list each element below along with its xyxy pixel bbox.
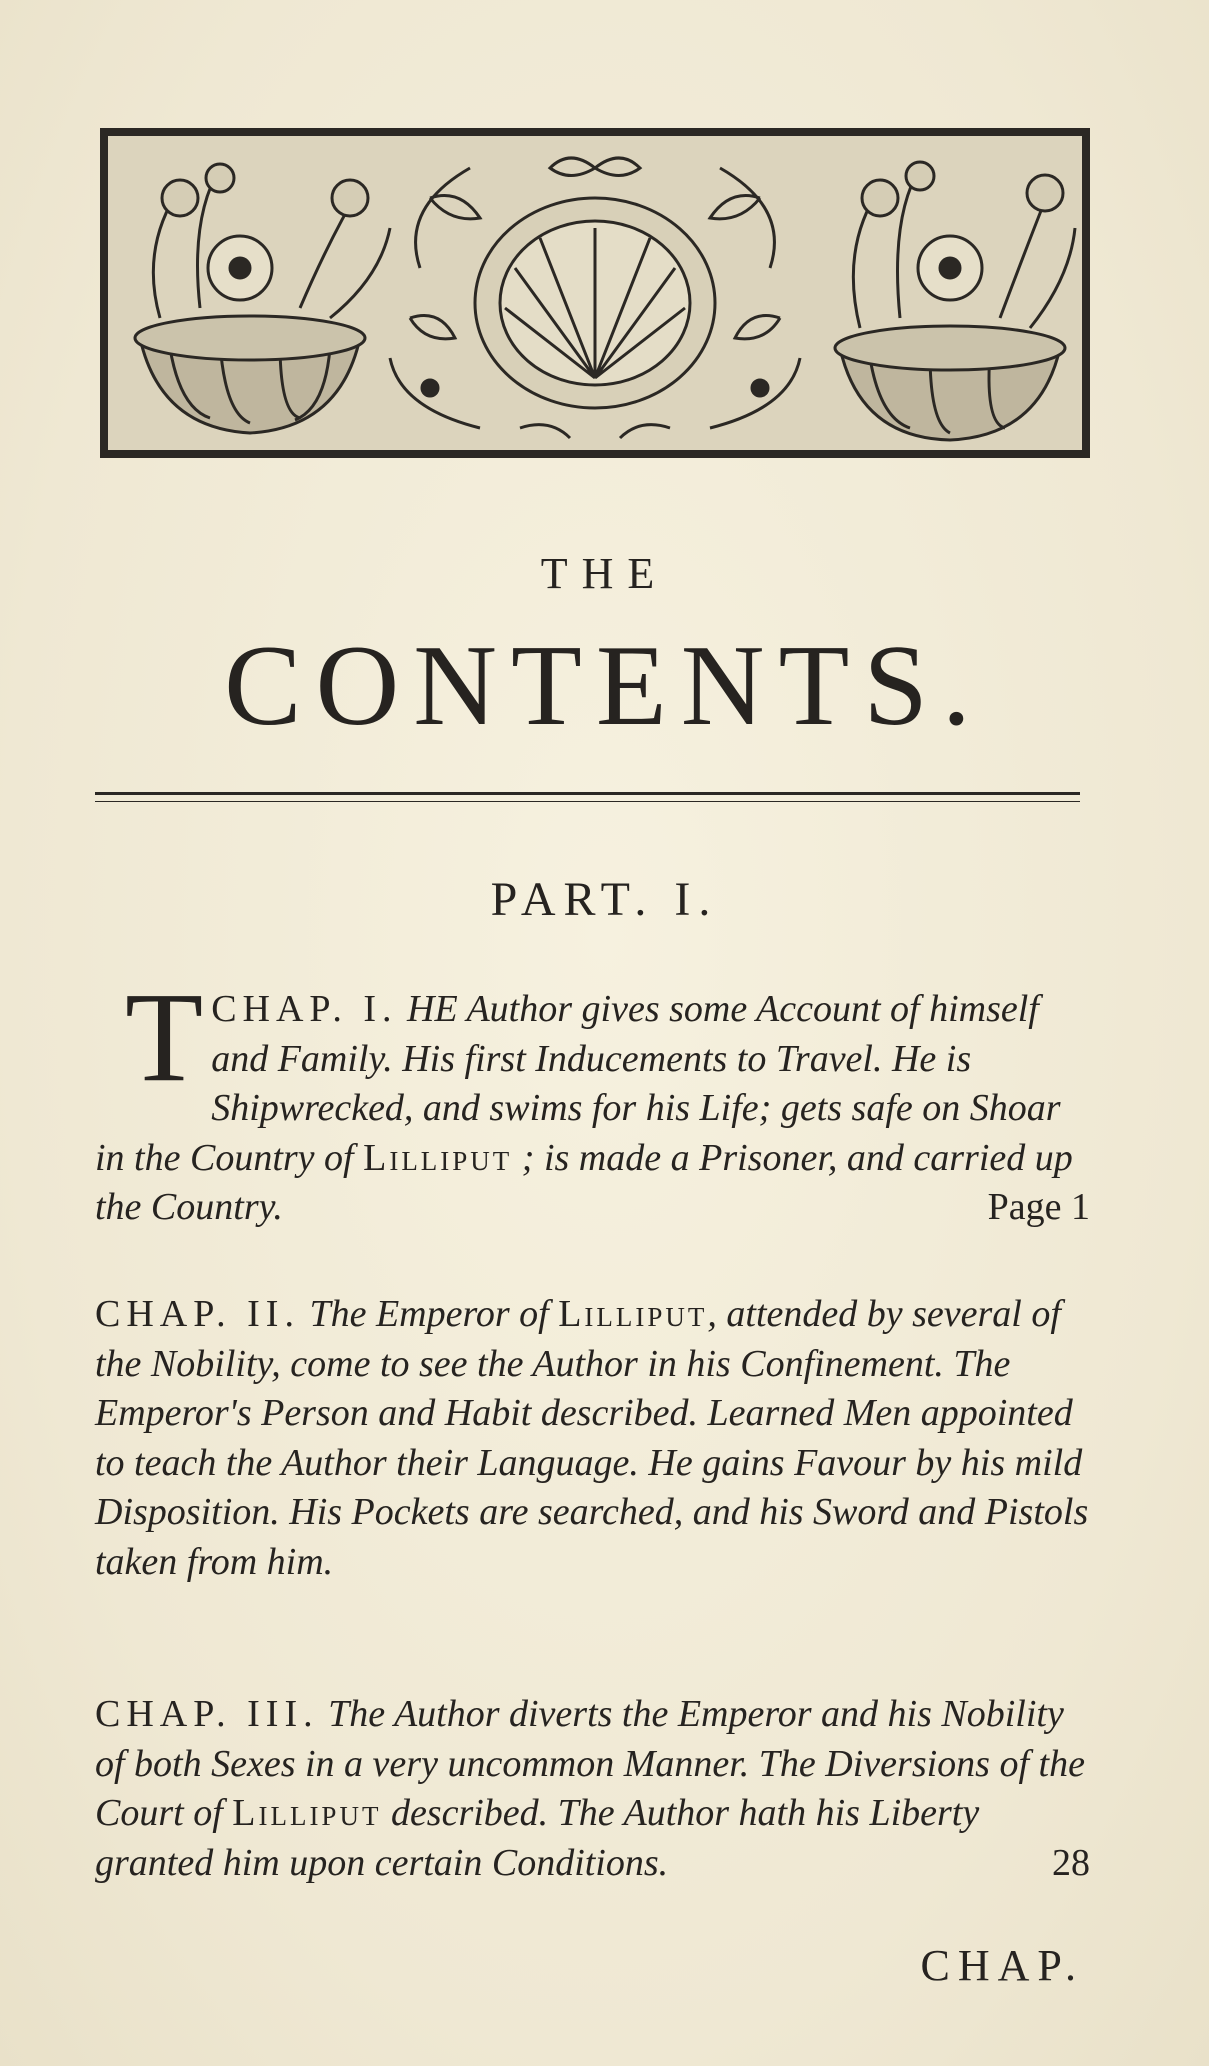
page-title: CONTENTS. xyxy=(224,622,985,750)
page-number: 28 xyxy=(1052,1841,1090,1884)
chapter-entry-2 xyxy=(95,1290,1090,1587)
chapter-label: CHAP. I. xyxy=(211,988,398,1030)
chapter-summary: The Author diverts the Emperor and his Nobility of both Sexes in a very uncommon Manner. The Diversions of the Court of Lilliput described. The Author hath his Liberty granted him upon certain Conditions. xyxy=(95,1693,1085,1884)
chapter-summary: The Emperor of Lilliput, attended by several of the Nobility, come to see the Author in his Confinement. The Emperor's Person and Habit described. Learned Men appointed to teach the Author their Language. He gains Favour by his mild Disposition. His Pockets are searched, and his Sword and Pistols taken from him. xyxy=(95,1293,1089,1583)
catchword: CHAP. xyxy=(920,1941,1084,1990)
title-rule-thin xyxy=(95,801,1080,802)
chapter-label: CHAP. II. xyxy=(95,1293,300,1335)
title-rule-thick xyxy=(95,792,1080,795)
chapter-entry-3 xyxy=(95,1690,1090,1888)
heading-the: THE xyxy=(540,549,669,598)
part-heading: PART. I. xyxy=(490,873,719,926)
drop-cap: T xyxy=(125,966,204,1108)
chapter-summary: HE Author gives some Account of himself and Family. His first Inducements to Travel. He is Shipwrecked, and swims for his Life; gets safe on Shoar in the Country of Lilliput ; is made a Prisoner, and carried up the Country. xyxy=(95,988,1073,1228)
chapter-label: CHAP. III. xyxy=(95,1693,319,1735)
chapter-entry-1 xyxy=(95,966,1090,1233)
page-number: Page 1 xyxy=(987,1186,1090,1228)
floral-headpiece-icon xyxy=(100,128,1090,458)
